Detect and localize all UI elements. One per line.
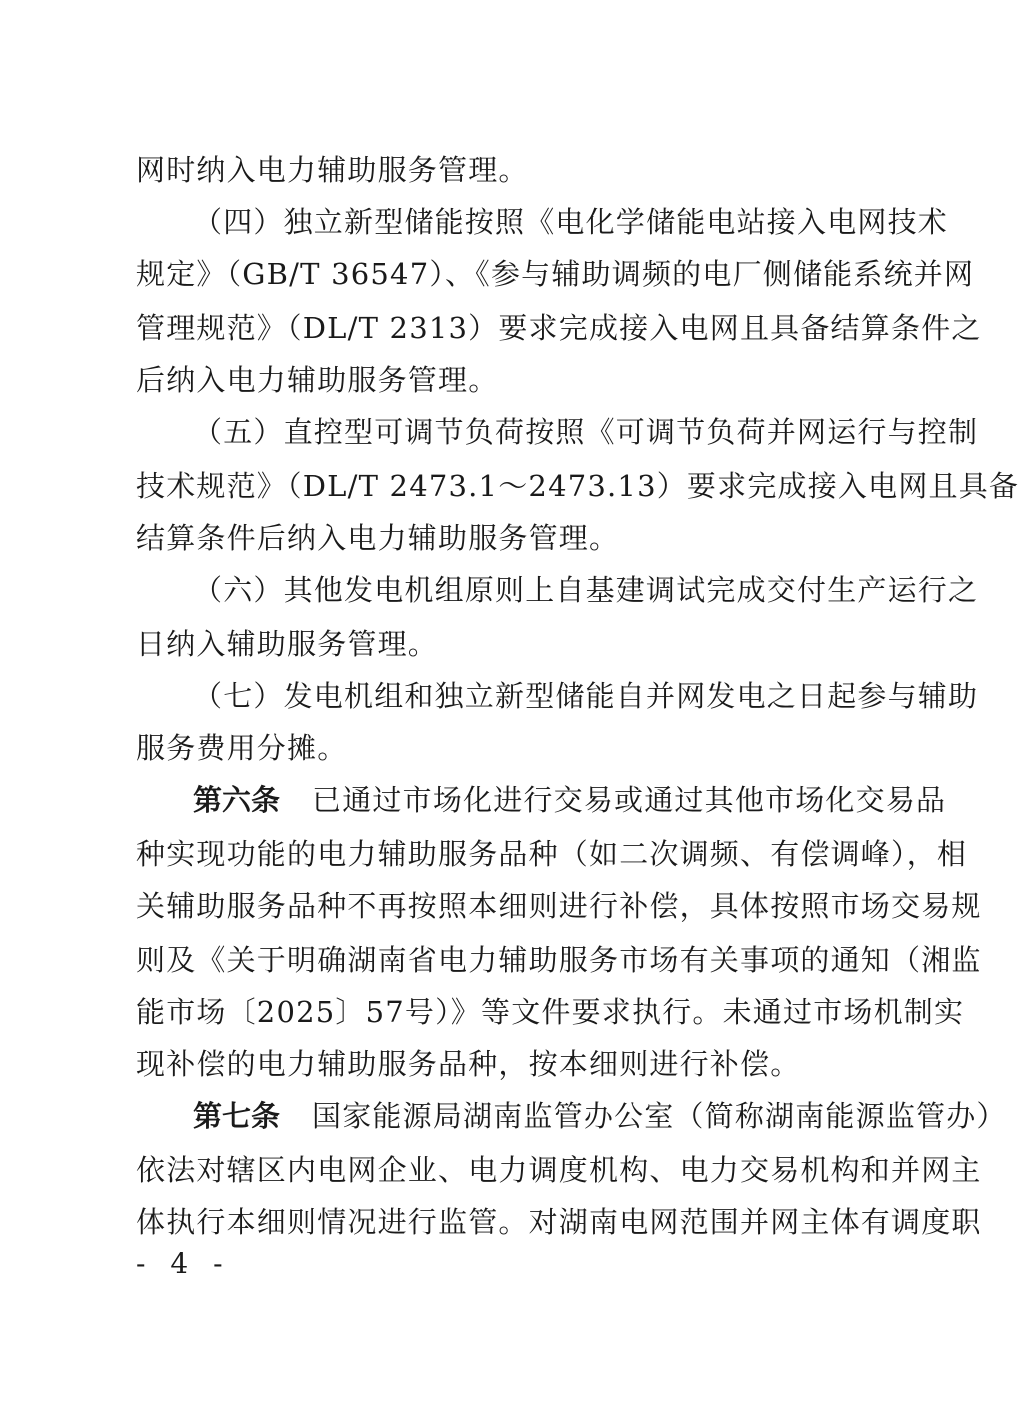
article-heading: 第七条: [193, 1099, 281, 1133]
text-line: 则及《关于明确湖南省电力辅助服务市场有关事项的通知（湘监: [136, 943, 982, 977]
text-line: 依法对辖区内电网企业、电力调度机构、电力交易机构和并网主: [136, 1153, 982, 1187]
text-line: （四）独立新型储能按照《电化学储能电站接入电网技术: [193, 205, 949, 239]
text-line: 规定》（GB/T 36547）、《参与辅助调频的电厂侧储能系统并网: [136, 257, 975, 291]
text-line: 关辅助服务品种不再按照本细则进行补偿，具体按照市场交易规: [136, 889, 982, 923]
article-heading: 第六条: [193, 783, 281, 817]
text-line: （七）发电机组和独立新型储能自并网发电之日起参与辅助: [193, 679, 979, 713]
text-line: （六）其他发电机组原则上自基建调试完成交付生产运行之: [193, 573, 979, 607]
text-line: 结算条件后纳入电力辅助服务管理。: [136, 521, 620, 555]
text-line: 技术规范》（DL/T 2473.1～2473.13）要求完成接入电网且具备: [136, 469, 1019, 503]
text-line: （五）直控型可调节负荷按照《可调节负荷并网运行与控制: [193, 415, 979, 449]
article-first-line: [193, 774, 947, 826]
page-number: - 4 -: [136, 1247, 231, 1280]
article-first-line: [193, 1090, 1007, 1142]
text-line: 体执行本细则情况进行监管。对湖南电网范围并网主体有调度职: [136, 1205, 982, 1239]
text-line: 现补偿的电力辅助服务品种，按本细则进行补偿。: [136, 1047, 801, 1081]
text-line: 网时纳入电力辅助服务管理。: [136, 153, 529, 187]
text-line: 服务费用分摊。: [136, 731, 348, 765]
text-span: 国家能源局湖南监管办公室（简称湖南能源监管办）: [312, 1099, 1007, 1133]
text-line: 能市场〔2025〕57号）》等文件要求执行。未通过市场机制实: [136, 995, 965, 1029]
text-line: 种实现功能的电力辅助服务品种（如二次调频、有偿调峰），相: [136, 837, 968, 871]
text-line: 后纳入电力辅助服务管理。: [136, 363, 499, 397]
text-span: 已通过市场化进行交易或通过其他市场化交易品: [312, 783, 947, 817]
text-line: 管理规范》（DL/T 2313）要求完成接入电网且具备结算条件之: [136, 311, 982, 345]
text-line: 日纳入辅助服务管理。: [136, 627, 439, 661]
